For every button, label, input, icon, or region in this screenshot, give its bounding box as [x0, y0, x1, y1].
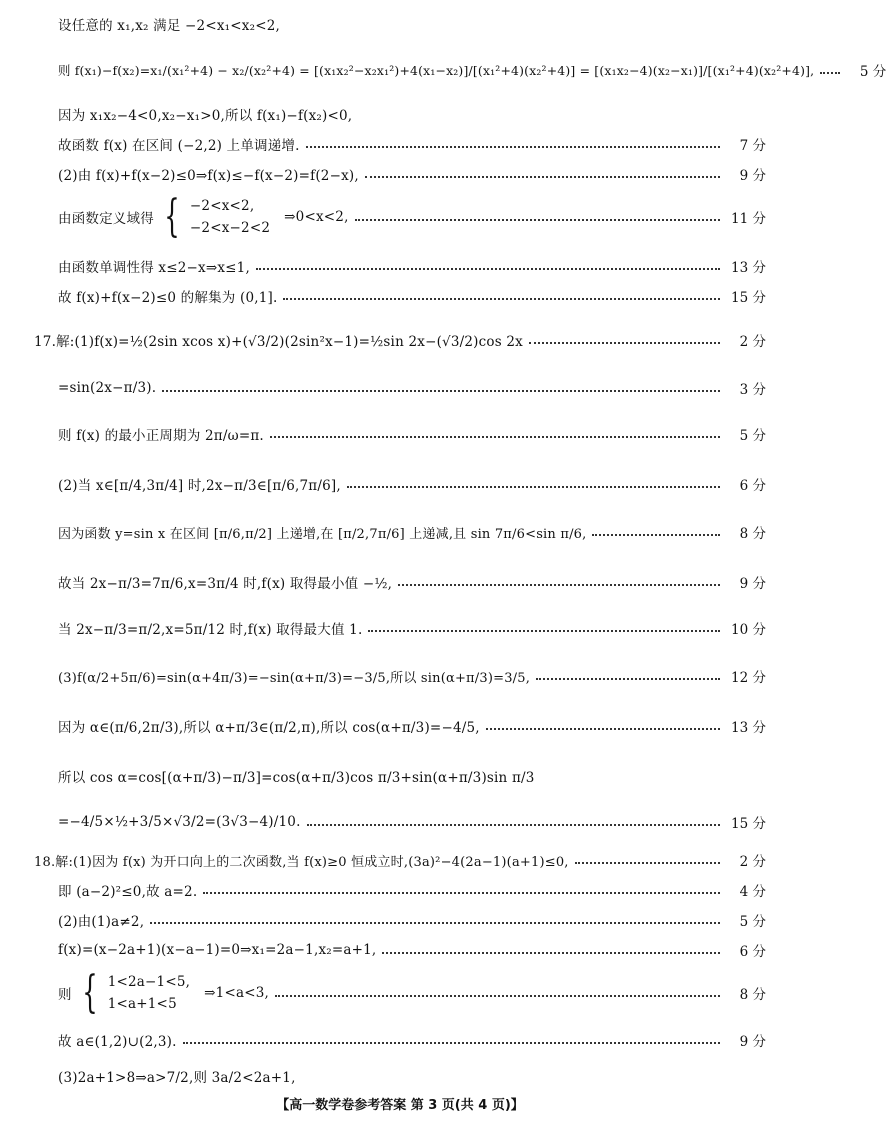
leader-dots [529, 342, 720, 344]
solution-line: 故函数 f(x) 在区间 (−2,2) 上单调递增. 7 分 [58, 134, 766, 154]
solution-line: 所以 cos α=cos[(α+π/3)−π/3]=cos(α+π/3)cos π/3+sin(α+π/3)sin π/3 [58, 770, 535, 786]
score-label: 9 分 [739, 168, 766, 184]
score-label: 13 分 [731, 720, 766, 736]
solution-line: (3)f(α/2+5π/6)=sin(α+4π/3)=−sin(α+π/3)=−3/5,所以 sin(α+π/3)=3/5, 12 分 [58, 666, 766, 686]
domain-system: 由函数定义域得 { −2<x<2, −2<x−2<2 ⇒0<x<2, 11 分 [58, 191, 766, 242]
score-label: 5 分 [739, 914, 766, 930]
leader-dots [183, 1042, 720, 1044]
solution-line: 则 f(x) 的最小正周期为 2π/ω=π. 5 分 [58, 424, 766, 444]
solution-line: 因为 α∈(π/6,2π/3),所以 α+π/3∈(π/2,π),所以 cos(α+π/3)=−4/5, 13 分 [58, 716, 766, 736]
solution-line: (2)由(1)a≠2, 5 分 [58, 910, 766, 930]
inequality-stack: 1<2a−1<5, 1<a+1<5 [107, 974, 191, 1012]
solution-line: 设任意的 x₁,x₂ 满足 −2<x₁<x₂<2, [58, 18, 280, 34]
solution-line: 因为 x₁x₂−4<0,x₂−x₁>0,所以 f(x₁)−f(x₂)<0, [58, 108, 353, 124]
score-label: 5 分 [859, 64, 886, 80]
question-17-line: 17.解:(1)f(x)=½(2sin xcos x)+(√3/2)(2sin²x−1)=½sin 2x−(√3/2)cos 2x 2 分 [34, 330, 766, 350]
leader-dots [398, 584, 720, 586]
leader-dots [347, 486, 720, 488]
solution-line: 故当 2x−π/3=7π/6,x=3π/4 时,f(x) 取得最小值 −½, 9 分 [58, 572, 766, 592]
score-label: 9 分 [739, 576, 766, 592]
page-footer: 【高一数学卷参考答案 第 3 页(共 4 页)】 [276, 1098, 524, 1113]
score-label: 2 分 [739, 854, 766, 870]
root-range-system: 则 { 1<2a−1<5, 1<a+1<5 ⇒1<a<3, 8 分 [58, 967, 766, 1018]
solution-line: =sin(2x−π/3). 3 分 [58, 380, 766, 398]
score-label: 15 分 [731, 816, 766, 832]
solution-line: 因为函数 y=sin x 在区间 [π/6,π/2] 上递增,在 [π/2,7π/6] 上递减,且 sin 7π/6<sin π/6, 8 分 [58, 522, 766, 542]
score-label: 8 分 [739, 987, 766, 1003]
score-label: 6 分 [739, 944, 766, 960]
score-label: 11 分 [731, 211, 766, 227]
score-label: 8 分 [739, 526, 766, 542]
solution-line: f(x)=(x−2a+1)(x−a−1)=0⇒x₁=2a−1,x₂=a+1, 6 分 [58, 942, 766, 960]
score-label: 15 分 [731, 290, 766, 306]
score-label: 12 分 [731, 670, 766, 686]
leader-dots [270, 436, 720, 438]
leader-dots [365, 176, 720, 178]
solution-line: 当 2x−π/3=π/2,x=5π/12 时,f(x) 取得最大值 1. 10 分 [58, 618, 766, 638]
score-label: 2 分 [739, 334, 766, 350]
leader-dots [592, 534, 720, 536]
leader-dots [820, 72, 840, 74]
leader-dots [162, 390, 720, 392]
score-label: 9 分 [739, 1034, 766, 1050]
solution-line: =−4/5×½+3/5×√3/2=(3√3−4)/10. 15 分 [58, 814, 766, 832]
score-label: 5 分 [739, 428, 766, 444]
question-18-line: 18.解:(1)因为 f(x) 为开口向上的二次函数,当 f(x)≥0 恒成立时,(3a)²−4(2a−1)(a+1)≤0, 2 分 [34, 850, 766, 870]
solution-line: 故 f(x)+f(x−2)≤0 的解集为 (0,1]. 15 分 [58, 286, 766, 306]
leader-dots [355, 219, 720, 221]
leader-dots [283, 298, 720, 300]
left-brace-icon: { [82, 967, 98, 1018]
leader-dots [575, 862, 720, 864]
leader-dots [203, 892, 720, 894]
leader-dots [150, 922, 720, 924]
leader-dots [368, 630, 720, 632]
leader-dots [307, 824, 720, 826]
leader-dots [536, 678, 720, 680]
score-label: 4 分 [739, 884, 766, 900]
score-label: 6 分 [739, 478, 766, 494]
leader-dots [306, 146, 720, 148]
score-label: 13 分 [731, 260, 766, 276]
score-label: 7 分 [739, 138, 766, 154]
score-label: 3 分 [739, 382, 766, 398]
inequality-stack: −2<x<2, −2<x−2<2 [189, 198, 271, 236]
solution-line: 故 a∈(1,2)∪(2,3). 9 分 [58, 1030, 766, 1050]
solution-line: (3)2a+1>8⇒a>7/2,则 3a/2<2a+1, [58, 1070, 296, 1086]
leader-dots [382, 952, 720, 954]
solution-line: (2)由 f(x)+f(x−2)≤0⇒f(x)≤−f(x−2)=f(2−x), 9 分 [58, 164, 766, 184]
solution-line: 则 f(x₁)−f(x₂)=x₁/(x₁²+4) − x₂/(x₂²+4) = [(x₁x₂²−x₂x₁²)+4(x₁−x₂)]/[(x₁²+4)(x₂²+4)] = [(x₁x₂−4)(x₂−x₁)]/[(x₁²+4)(x₂²+4)], 5 分 [58, 60, 766, 80]
solution-line: (2)当 x∈[π/4,3π/4] 时,2x−π/3∈[π/6,7π/6], 6 分 [58, 474, 766, 494]
solution-line: 即 (a−2)²≤0,故 a=2. 4 分 [58, 880, 766, 900]
left-brace-icon: { [164, 191, 180, 242]
leader-dots [256, 268, 720, 270]
leader-dots [275, 995, 720, 997]
leader-dots [486, 728, 720, 730]
solution-line: 由函数单调性得 x≤2−x⇒x≤1, 13 分 [58, 256, 766, 276]
score-label: 10 分 [731, 622, 766, 638]
